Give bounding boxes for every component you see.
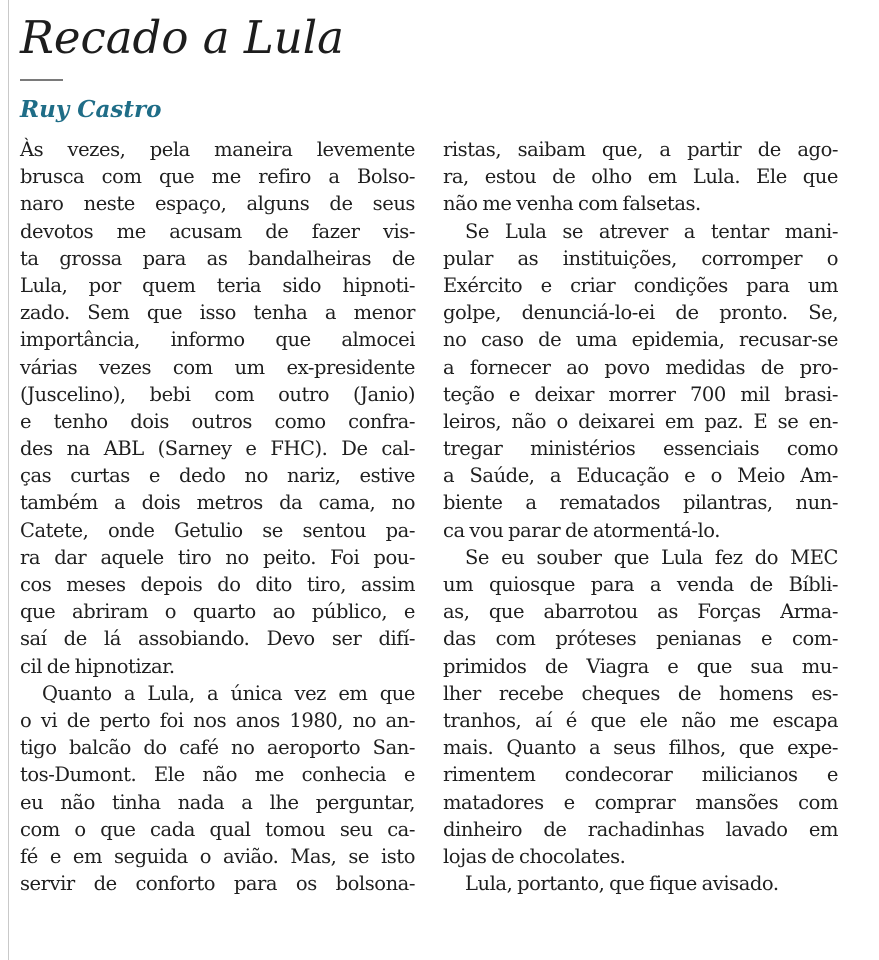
text-line: dinheiro de rachadinhas lavado em xyxy=(443,817,838,841)
author-byline: Ruy Castro xyxy=(20,96,162,123)
text-line: que abriram o quarto ao público, e xyxy=(20,600,415,624)
text-column-right xyxy=(443,136,838,897)
text-line: cos meses depois do dito tiro, assim xyxy=(20,573,415,596)
text-line: um quiosque para a venda de Bíbli- xyxy=(443,573,838,596)
text-line: com o que cada qual tomou seu ca- xyxy=(20,817,415,841)
text-line: lojas de chocolates. xyxy=(443,844,626,868)
text-line: ca vou parar de atormentá-lo. xyxy=(443,518,721,542)
text-line: tregar ministérios essenciais como xyxy=(443,437,838,461)
text-line: zado. Sem que isso tenha a menor xyxy=(20,301,415,325)
headline-divider xyxy=(20,79,63,81)
text-line: eu não tinha nada a lhe perguntar, xyxy=(20,790,415,814)
text-line: devotos me acusam de fazer vis- xyxy=(20,219,415,243)
article-headline: Recado a Lula xyxy=(20,11,344,64)
text-line: (Juscelino), bebi com outro (Janio) xyxy=(20,382,415,406)
text-line: pular as instituições, corromper o xyxy=(443,246,838,270)
text-line: Às vezes, pela maneira levemente xyxy=(20,138,415,161)
text-line: a Saúde, a Educação e o Meio Am- xyxy=(443,464,838,488)
text-line: rimentem condecorar milicianos e xyxy=(443,763,838,787)
text-line: matadores e comprar mansões com xyxy=(443,790,838,814)
text-line: ristas, saibam que, a partir de ago- xyxy=(443,138,838,161)
page-edge-rule xyxy=(8,0,9,960)
text-line: Se Lula se atrever a tentar mani- xyxy=(465,219,838,243)
text-line: também a dois metros da cama, no xyxy=(20,491,415,515)
text-line: das com próteses penianas e com- xyxy=(443,627,838,651)
text-line: Se eu souber que Lula fez do MEC xyxy=(465,545,838,569)
text-line: não me venha com falsetas. xyxy=(443,192,701,216)
text-line: Quanto a Lula, a única vez em que xyxy=(42,681,415,705)
text-line: ças curtas e dedo no nariz, estive xyxy=(20,464,415,488)
text-line: golpe, denunciá-lo-ei de pronto. Se, xyxy=(443,301,838,325)
text-line: importância, informo que almocei xyxy=(20,328,415,352)
text-line: des na ABL (Sarney e FHC). De cal- xyxy=(20,437,415,461)
text-line: tranhos, aí é que ele não me escapa xyxy=(443,708,838,732)
text-column-left xyxy=(20,136,415,897)
text-line: Lula, portanto, que fique avisado. xyxy=(465,872,779,896)
text-line: biente a rematados pilantras, nun- xyxy=(443,491,838,515)
text-line: primidos de Viagra e que sua mu- xyxy=(443,654,838,678)
text-line: Catete, onde Getulio se sentou pa- xyxy=(20,518,415,542)
text-line: tigo balcão do café no aeroporto San- xyxy=(20,736,415,760)
text-line: no caso de uma epidemia, recusar-se xyxy=(443,328,838,352)
text-line: fé e em seguida o avião. Mas, se isto xyxy=(20,844,415,868)
text-line: mais. Quanto a seus filhos, que expe- xyxy=(443,736,838,760)
text-line: o vi de perto foi nos anos 1980, no an- xyxy=(20,708,415,732)
text-line: ra dar aquele tiro no peito. Foi pou- xyxy=(20,545,415,569)
text-line: brusca com que me refiro a Bolso- xyxy=(20,165,415,189)
text-line: a fornecer ao povo medidas de pro- xyxy=(443,355,838,379)
text-line: teção e deixar morrer 700 mil brasi- xyxy=(443,382,838,406)
text-line: leiros, não o deixarei em paz. E se en- xyxy=(443,409,838,433)
text-line: saí de lá assobiando. Devo ser difí- xyxy=(20,627,415,651)
text-line: naro neste espaço, alguns de seus xyxy=(20,192,415,216)
text-line: ra, estou de olho em Lula. Ele que xyxy=(443,165,838,189)
text-line: Exército e criar condições para um xyxy=(443,273,838,297)
text-line: várias vezes com um ex-presidente xyxy=(20,355,415,379)
text-line: as, que abarrotou as Forças Arma- xyxy=(443,600,838,624)
text-line: servir de conforto para os bolsona- xyxy=(20,872,415,896)
text-line: Lula, por quem teria sido hipnoti- xyxy=(20,273,415,297)
text-line: lher recebe cheques de homens es- xyxy=(443,681,838,705)
text-line: e tenho dois outros como confra- xyxy=(20,409,415,433)
text-line: cil de hipnotizar. xyxy=(20,654,175,678)
text-line: tos-Dumont. Ele não me conhecia e xyxy=(20,763,415,787)
text-line: ta grossa para as bandalheiras de xyxy=(20,246,415,270)
